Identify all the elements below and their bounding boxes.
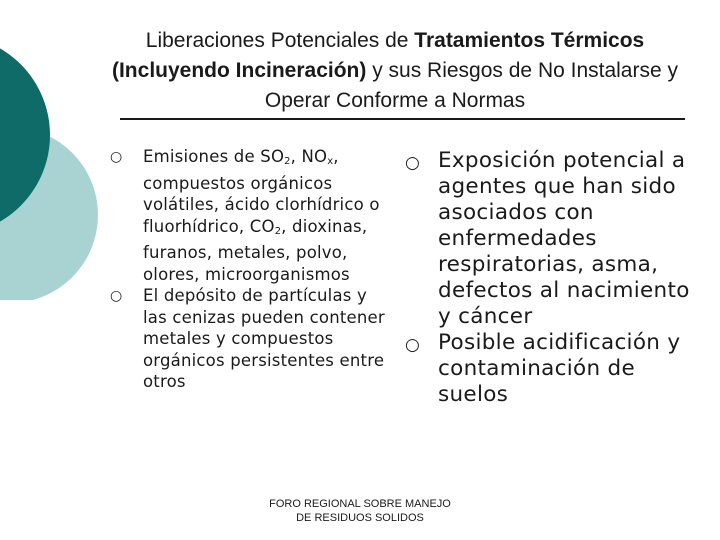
bullet-text: Emisiones de SO [143, 147, 285, 166]
list-item [405, 148, 705, 330]
footer-line-1: FORO REGIONAL SOBRE MANEJO [269, 498, 451, 510]
ring-bullet-icon: ○ [110, 149, 123, 165]
bullet-text: , dioxinas, furanos, metales, polvo, olores, microorganismos [143, 216, 368, 284]
list-item [110, 146, 390, 285]
bullet-text: , NO [290, 147, 328, 166]
left-bullet-list [110, 146, 390, 393]
subscript: 2 [284, 156, 291, 167]
decorative-circles [0, 0, 110, 300]
list-item [110, 285, 390, 393]
bullet-text: , compuestos orgánicos volátiles, ácido clorhídrico o fluorhídrico, CO [143, 147, 380, 236]
title-text-2: y sus Riesgos de No Instalarse y Operar Conforme a Normas [264, 59, 678, 112]
list-item [405, 330, 705, 408]
ring-bullet-icon: ○ [405, 335, 421, 355]
footer-line-2: DE RESIDUOS SOLIDOS [296, 512, 424, 524]
bullet-text: Exposición potencial a agentes que han sido asociados con enfermedades respiratorias, asma, defectos al nacimiento y cáncer [438, 148, 690, 329]
ring-bullet-icon: ○ [110, 288, 123, 304]
ring-bullet-icon: ○ [405, 153, 421, 173]
right-bullet-list [405, 148, 705, 408]
subscript: 2 [274, 225, 282, 237]
title-underline [120, 118, 685, 120]
slide-footer [240, 497, 480, 525]
decorative-circles-graphic [0, 0, 110, 300]
bullet-text: Posible acidificación y contaminación de suelos [438, 330, 681, 407]
title-text-1: Liberaciones Potenciales de [145, 29, 415, 52]
title-bold-text: Tratamientos Térmicos (Incluyendo Incineración) [111, 29, 645, 82]
bullet-text: El depósito de partículas y las cenizas pueden contener metales y compuestos orgánicos persistentes entre otros [143, 286, 385, 391]
subscript: x [327, 156, 334, 167]
slide-title [100, 26, 690, 116]
